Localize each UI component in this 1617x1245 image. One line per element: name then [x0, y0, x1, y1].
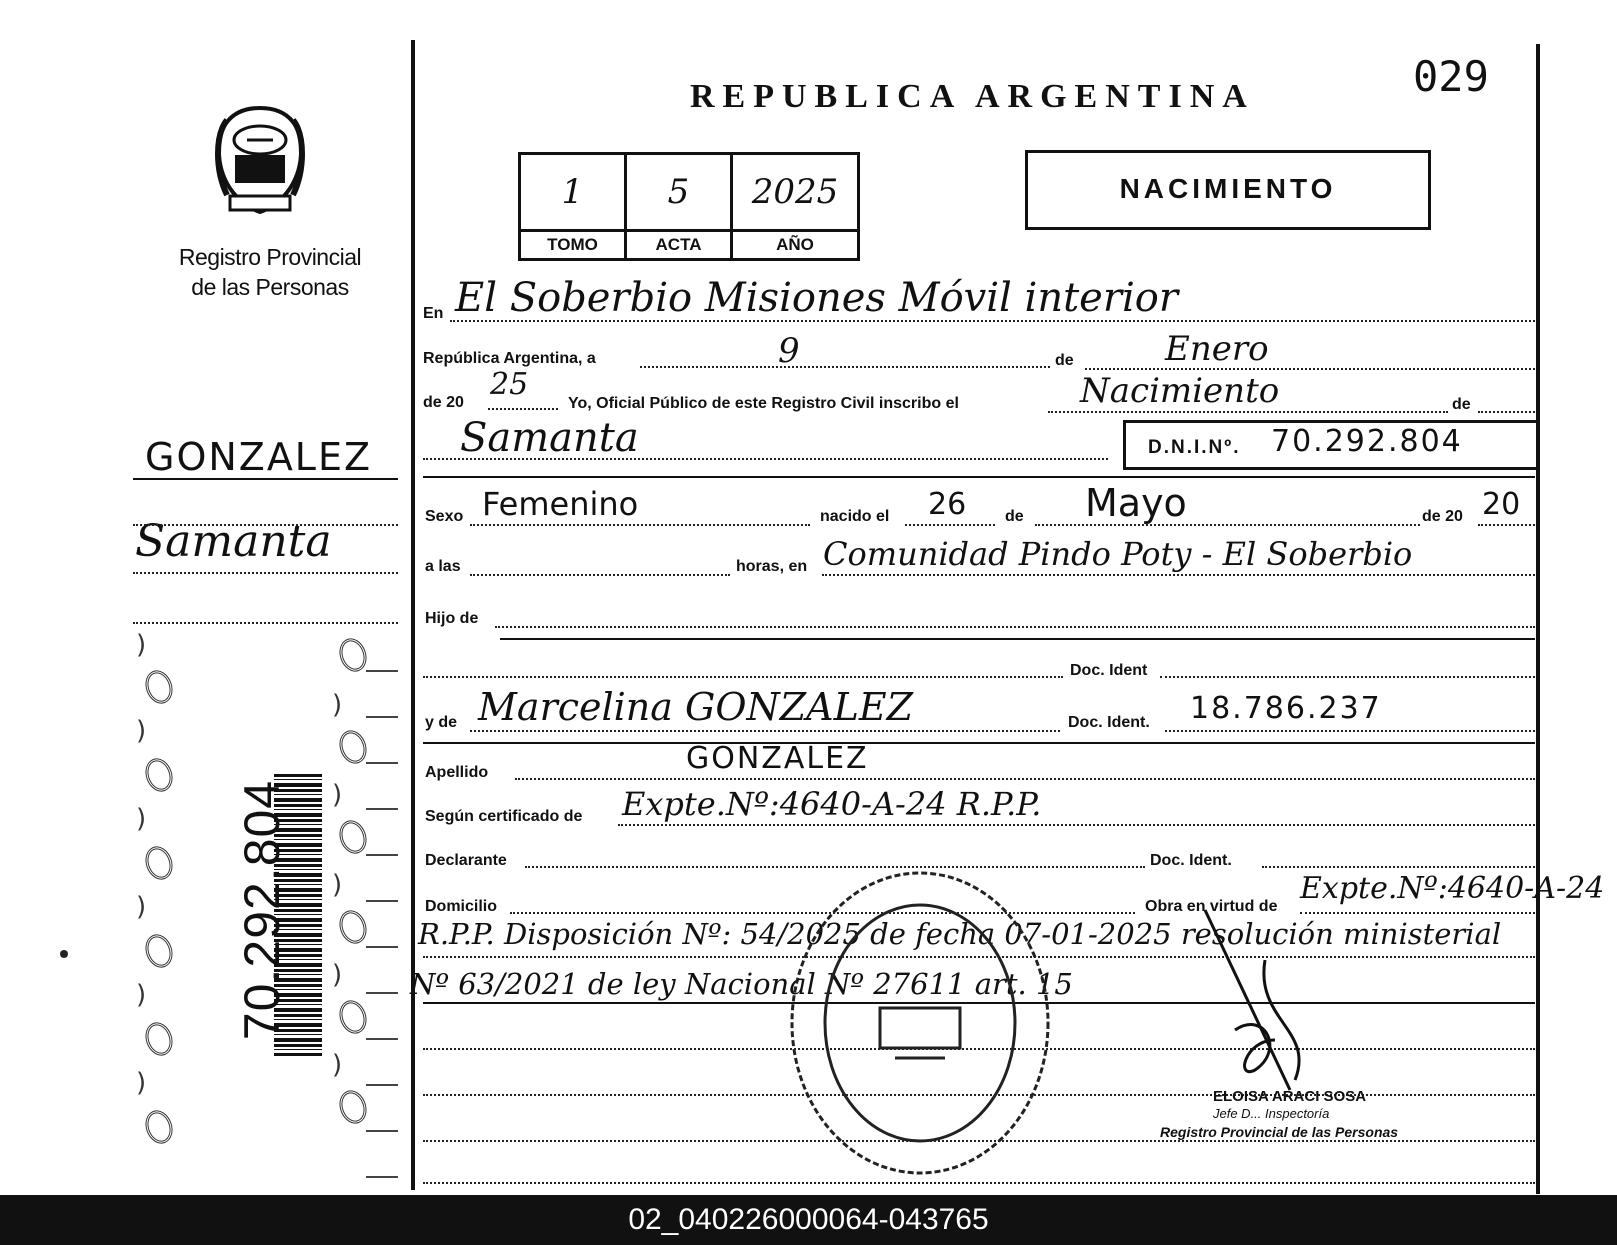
section-divider-1: [423, 476, 1535, 478]
apellido-value: GONZALEZ: [686, 741, 869, 776]
barcode-number: 70.292.804: [234, 779, 290, 1041]
right-border-line: [1536, 44, 1540, 1194]
name-value: Samanta: [460, 415, 639, 461]
place-value: Comunidad Pindo Poty - El Soberbio: [823, 535, 1413, 573]
brace-icon: ): [332, 690, 343, 720]
ano-label: AÑO: [733, 229, 857, 258]
declarante-doc-line: [1262, 866, 1535, 868]
registry-name-line2: de las Personas: [191, 274, 349, 300]
margin-given-name: Samanta: [135, 516, 332, 567]
margin-upper-line: [133, 524, 398, 526]
brace-icon: ): [332, 780, 343, 810]
birth-month-line: [1035, 524, 1420, 526]
alas-label: a las: [425, 558, 461, 575]
sexo-label: Sexo: [425, 508, 464, 525]
section-divider-3: [423, 742, 1535, 744]
brace-icon: ): [332, 960, 343, 990]
fingerprint-icon: [141, 1019, 177, 1060]
day-line: [640, 366, 1050, 368]
father-line: [423, 676, 1063, 678]
brace-icon: ): [136, 716, 147, 746]
brace-icon: ): [136, 630, 147, 660]
de-label-2: de: [1452, 396, 1471, 413]
de20-label-2: de 20: [1422, 508, 1463, 525]
left-border-line: [411, 40, 415, 1190]
margin-dotted-rows: [366, 630, 398, 1180]
margin-given-name-line: [133, 572, 398, 574]
apellido-line: [515, 778, 1535, 780]
doc-ident-label-1: Doc. Ident: [1070, 662, 1148, 679]
obra-value: Expte.Nº:4640-A-24: [1300, 871, 1605, 906]
signer-name: ELOISA ARACI SOSA: [1213, 1088, 1367, 1105]
ano-value: 2025: [751, 172, 839, 212]
doc-ident-label-2: Doc. Ident.: [1068, 714, 1150, 731]
fingerprint-icon: [141, 931, 177, 972]
small-mark: [60, 950, 68, 958]
republica-label: República Argentina, a: [423, 350, 596, 367]
ref-cell-tomo: [521, 155, 627, 258]
margin-surname-line: [133, 478, 398, 480]
signer-office: Registro Provincial de las Personas: [1160, 1124, 1399, 1140]
reference-boxes: [518, 152, 860, 261]
fingerprint-column-left: [132, 630, 182, 1180]
margin-surname: GONZALEZ: [145, 435, 373, 479]
alas-line: [470, 574, 730, 576]
margin-line-3: [133, 622, 398, 624]
mother-doc-line: [1165, 730, 1535, 732]
hijo-line: [495, 626, 1535, 628]
sexo-value: Femenino: [482, 485, 639, 523]
act-value: Nacimiento: [1080, 371, 1280, 411]
dni-box: [1123, 420, 1539, 470]
doc-ident-label-3: Doc. Ident.: [1150, 852, 1232, 869]
en-value: El Soberbio Misiones Móvil interior: [455, 275, 1178, 321]
acta-value: 5: [667, 172, 690, 212]
oficial-label: Yo, Oficial Público de este Registro Civil inscribo el: [568, 395, 959, 412]
dni-label: D.N.I.Nº.: [1148, 437, 1241, 458]
birth-year-value: 20: [1482, 487, 1521, 522]
father-doc-line: [1160, 676, 1535, 678]
place-line: [822, 574, 1535, 576]
mother-doc-value: 18.786.237: [1190, 691, 1382, 726]
segun-value: Expte.Nº:4640-A-24 R.P.P.: [622, 785, 1042, 823]
fingerprint-icon: [141, 667, 177, 708]
year-value: 25: [490, 367, 529, 402]
note-line-1: R.P.P. Disposición Nº: 54/2025 de fecha 07-01-2025 resolución ministerial: [418, 917, 1502, 951]
brace-icon: ): [136, 1068, 147, 1098]
footer-code: 02_040226000064-043765: [628, 1203, 989, 1236]
signer-title: Jefe D... Inspectoría: [1213, 1106, 1330, 1121]
registry-name-line1: Registro Provincial: [178, 244, 362, 270]
sexo-line: [470, 524, 810, 526]
brace-icon: ): [136, 980, 147, 1010]
tomo-value: 1: [561, 172, 584, 212]
domicilio-label: Domicilio: [425, 898, 498, 915]
day-value: 9: [778, 331, 800, 371]
act-line: [1048, 411, 1448, 413]
birth-day-value: 26: [928, 487, 967, 522]
note-line-2: Nº 63/2021 de ley Nacional Nº 27611 art. 15: [410, 967, 1073, 1001]
section-divider-2: [500, 638, 1535, 640]
fingerprint-icon: [141, 755, 177, 796]
blank-line-4: [423, 1182, 1535, 1184]
segun-line: [618, 824, 1535, 826]
tomo-label: TOMO: [521, 229, 624, 258]
brace-icon: ): [136, 892, 147, 922]
coat-of-arms-icon: [205, 100, 315, 220]
brace-icon: ): [332, 1050, 343, 1080]
month-line: [1085, 368, 1535, 370]
footer-bar: [0, 1195, 1617, 1245]
yde-label: y de: [425, 714, 458, 731]
month-value: Enero: [1165, 329, 1269, 369]
segun-label: Según certificado de: [425, 808, 583, 825]
record-type-box: [1025, 150, 1431, 230]
birth-year-line: [1478, 524, 1535, 526]
ref-cell-acta: [627, 155, 733, 258]
name-line: [423, 458, 1108, 460]
obra-label: Obra en virtud de: [1145, 898, 1278, 915]
ref-cell-ano: [733, 155, 857, 258]
signature-icon: [1195, 900, 1345, 1100]
dni-value: 70.292.804: [1271, 424, 1463, 459]
country-title: REPUBLICA ARGENTINA: [690, 78, 1255, 115]
brace-icon: ): [332, 870, 343, 900]
mother-line: [470, 730, 1060, 732]
apellido-label: Apellido: [425, 764, 489, 781]
nacido-label: nacido el: [820, 508, 890, 525]
brace-icon: ): [136, 804, 147, 834]
fingerprint-icon: [141, 1107, 177, 1148]
horas-label: horas, en: [736, 558, 808, 575]
hijo-label: Hijo de: [425, 610, 479, 627]
fingerprint-icon: [141, 843, 177, 884]
de-line-2: [1478, 411, 1535, 413]
declarante-label: Declarante: [425, 852, 507, 869]
en-label: En: [423, 305, 444, 322]
de-label-3: de: [1005, 508, 1024, 525]
page-number: 029: [1413, 52, 1489, 101]
de20-label: de 20: [423, 394, 464, 411]
en-line: [450, 320, 1535, 322]
official-stamp-icon: [785, 858, 1055, 1178]
birth-month-value: Mayo: [1085, 481, 1187, 525]
acta-label: ACTA: [627, 229, 730, 258]
mother-value: Marcelina GONZALEZ: [478, 685, 913, 729]
birth-day-line: [905, 524, 995, 526]
de-label: de: [1055, 352, 1074, 369]
year-line: [488, 408, 558, 410]
record-type-label: NACIMIENTO: [1119, 173, 1337, 204]
